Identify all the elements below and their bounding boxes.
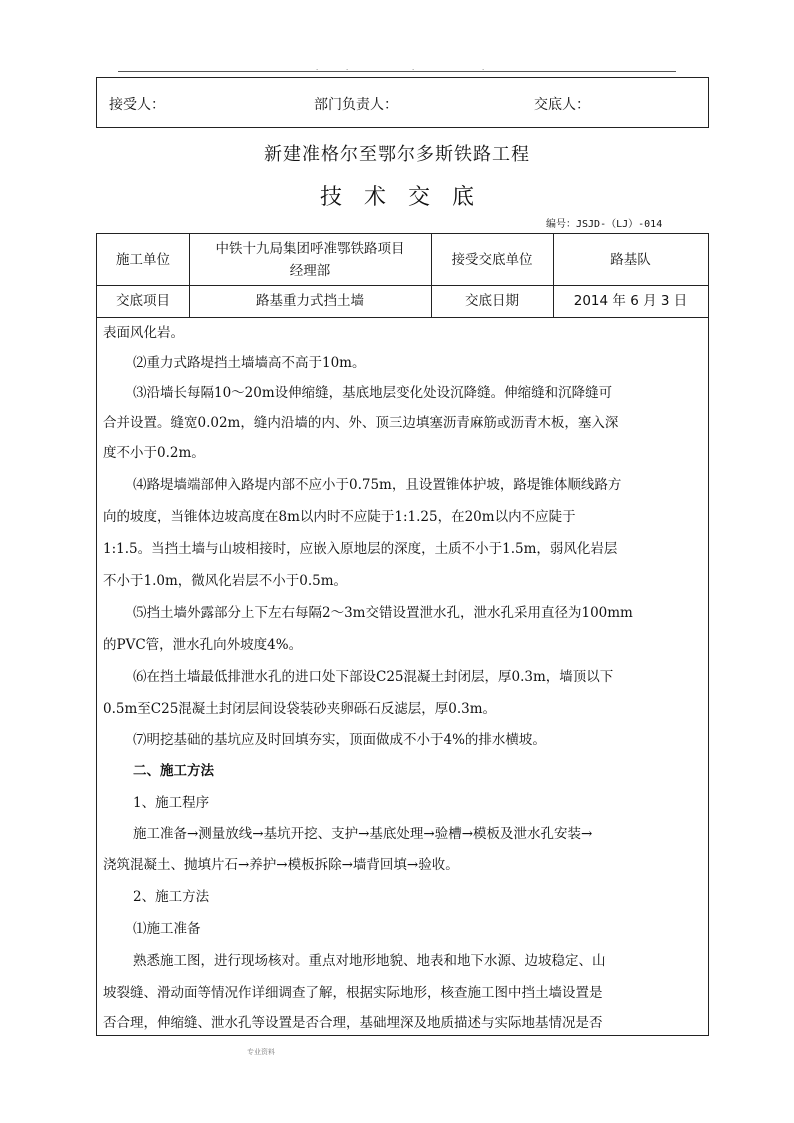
body-line: 熟悉施工图，进行现场核对。重点对地形地貌、地表和地下水源、边坡稳定、山 xyxy=(133,953,606,969)
body-line: 浇筑混凝土、抛填片石→养护→模板拆除→墙背回填→验收。 xyxy=(103,857,459,873)
table-row-divider xyxy=(97,317,708,318)
body-line: ⑸挡土墙外露部分上下左右每隔2～3m交错设置泄水孔，泄水孔采用直径为100mm xyxy=(133,605,633,621)
body-line: 否合理，伸缩缝、泄水孔等设置是否合理，基础埋深及地质描述与实际地基情况是否 xyxy=(103,1015,603,1031)
header-dot: · xyxy=(482,66,485,74)
construction-unit-value xyxy=(189,234,431,285)
project-value: 路基重力式挡土墙 xyxy=(256,293,364,309)
document-subtitle: 技术交底 xyxy=(319,185,496,210)
subsection-heading: 2、施工方法 xyxy=(133,889,210,905)
body-line: 合并设置。缝宽0.02m，缝内沿墙的内、外、顶三边填塞沥青麻筋或沥青木板，塞入深 xyxy=(103,415,619,431)
header-dot: · xyxy=(346,66,349,74)
section-heading: 二、施工方法 xyxy=(133,763,214,779)
construction-unit-label: 施工单位 xyxy=(116,251,170,268)
sign-dept-head: 部门负责人： xyxy=(314,97,398,113)
construction-unit-line: 中铁十九局集团呼准鄂铁路项目 xyxy=(215,240,405,257)
date-label: 交底日期 xyxy=(465,293,519,309)
subsection-heading: 1、施工程序 xyxy=(133,795,210,811)
date-value: 2014 年 6 月 3 日 xyxy=(573,293,688,309)
body-line: ⑷路堤墙端部伸入路堤内部不应小于0.75m，且设置锥体护坡，路堤锥体顺线路方 xyxy=(133,477,622,493)
sign-receiver: 接受人： xyxy=(109,97,165,113)
body-line: ⑺明挖基础的基坑应及时回填夯实，顶面做成不小于4%的排水横坡。 xyxy=(133,732,546,748)
body-line: 表面风化岩。 xyxy=(103,325,184,341)
header-dots xyxy=(0,0,794,80)
body-line: 施工准备→测量放线→基坑开挖、支护→基底处理→验槽→模板及泄水孔安装→ xyxy=(133,826,593,842)
body-line: ⑹在挡土墙最低排泄水孔的进口处下部设C25混凝土封闭层，厚0.3m，墙顶以下 xyxy=(133,669,614,685)
receiving-unit-value: 路基队 xyxy=(610,251,651,268)
body-line: 1:1.5。当挡土墙与山坡相接时，应嵌入原地层的深度，土质不小于1.5m，弱风化岩层 xyxy=(103,541,618,557)
body-line: 不小于1.0m，微风化岩层不小于0.5m。 xyxy=(103,573,348,589)
body-line: ⑶沿墙长每隔10～20m设伸缩缝，基底地层变化处设沉降缝。伸缩缝和沉降缝可 xyxy=(133,385,613,401)
body-line: ⑵重力式路堤挡土墙墙高不高于10m。 xyxy=(133,355,366,371)
signature-box xyxy=(96,77,709,128)
document-number: 编号：JSJD-（LJ）-014 xyxy=(546,219,663,230)
project-label: 交底项目 xyxy=(116,293,170,309)
header-dot: · xyxy=(412,66,415,74)
body-line: 向的坡度，当锥体边坡高度在8m以内时不应陡于1:1.25，在20m以内不应陡于 xyxy=(103,509,576,525)
header-dot: · xyxy=(316,66,319,74)
body-line: 0.5m至C25混凝土封闭层间设袋装砂夹卵砾石反滤层，厚0.3m。 xyxy=(103,701,497,717)
body-line: 度不小于0.2m。 xyxy=(103,445,205,461)
receiving-unit-label: 接受交底单位 xyxy=(451,251,533,268)
body-line: 的PVC管，泄水孔向外坡度4%。 xyxy=(103,637,303,653)
document-title: 新建准格尔至鄂尔多斯铁路工程 xyxy=(264,144,530,165)
body-line: ⑴施工准备 xyxy=(133,921,201,937)
construction-unit-line: 经理部 xyxy=(289,262,331,279)
page-footer: 专业资料 xyxy=(247,1048,275,1056)
body-line: 坡裂缝、滑动面等情况作详细调查了解，根据实际地形，核查施工图中挡土墙设置是 xyxy=(103,985,603,1001)
sign-handover: 交底人： xyxy=(534,97,590,113)
